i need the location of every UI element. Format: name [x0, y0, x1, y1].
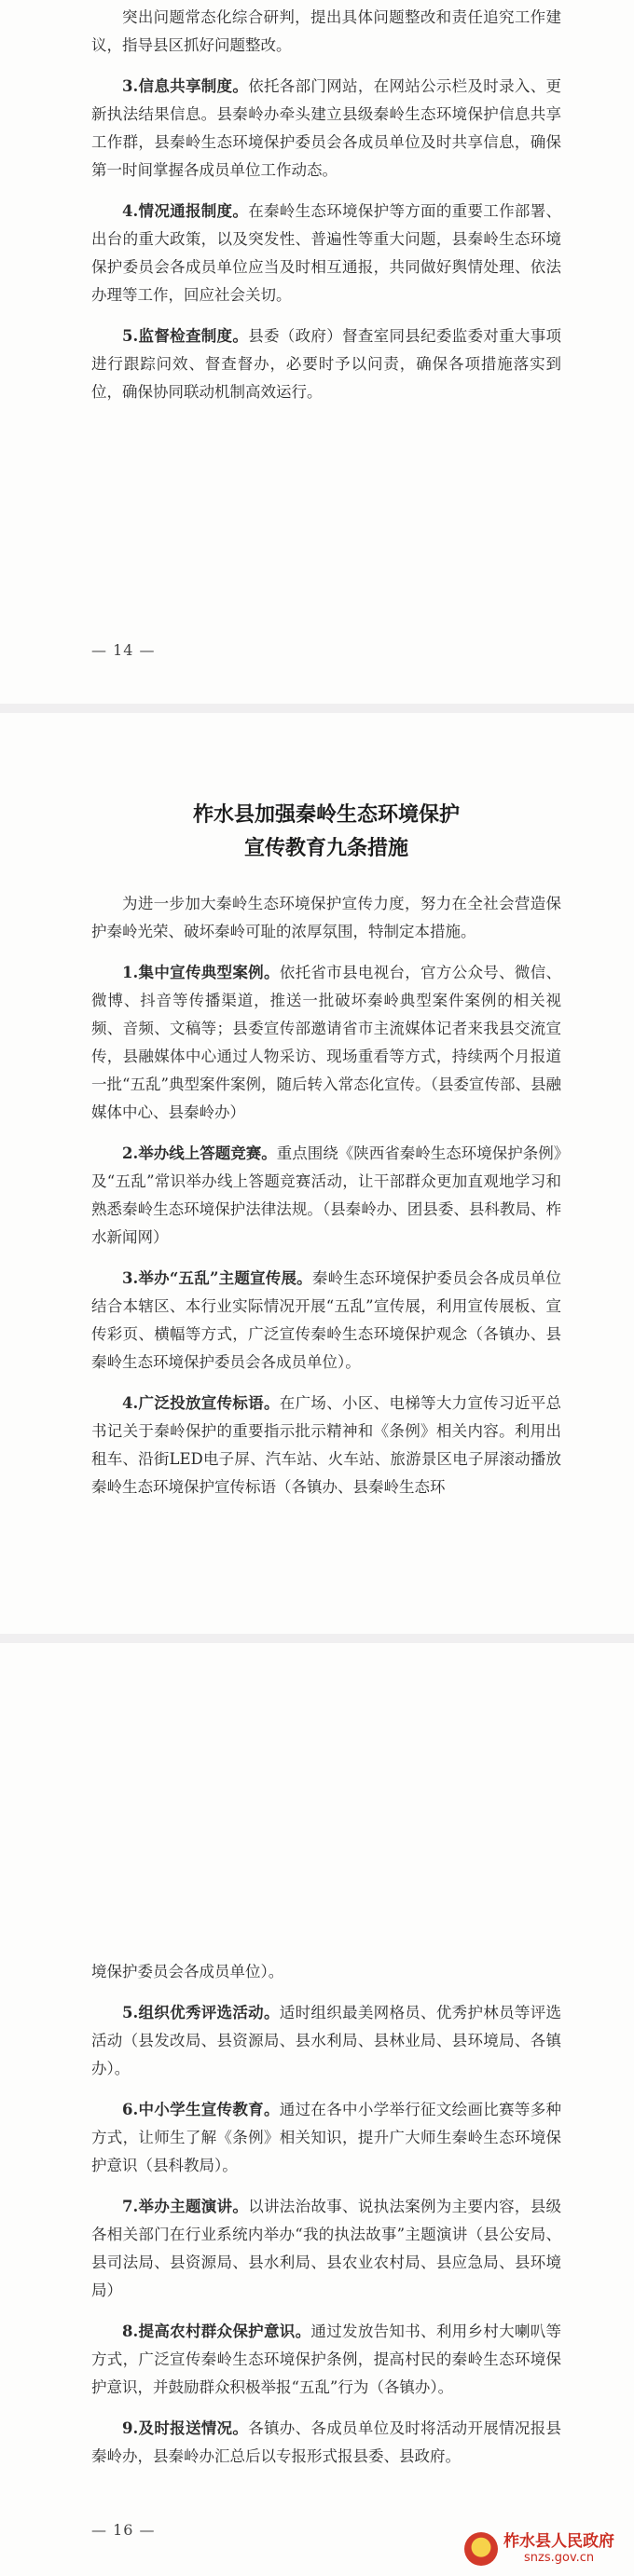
paragraph-text: 各镇办、各成员单位及时将活动开展情况报县秦岭办，县秦岭办汇总后以专报形式报县委、县政府。: [91, 2419, 562, 2465]
document-page-15: [0, 713, 634, 1634]
paragraph: [91, 1390, 561, 1501]
paragraph-lead: 9.及时报送情况。: [122, 2419, 249, 2437]
watermark-site-url: snzs.gov.cn: [524, 2551, 595, 2565]
paragraph: [91, 2193, 561, 2305]
paragraph-lead: 6.中小学生宣传教育。: [122, 2101, 280, 2118]
paragraph-text: 在广场、小区、电梯等大力宣传习近平总书记关于秦岭保护的重要指示批示精神和《条例》相关内容。利用出租车、沿街LED电子屏、汽车站、火车站、旅游景区电子屏滚动播放秦岭生态环境保护宣传标语（各镇办、县秦岭生态环: [91, 1394, 562, 1496]
paragraph-lead: 8.提高农村群众保护意识。: [122, 2323, 311, 2340]
paragraph-lead: 4.广泛投放宣传标语。: [122, 1394, 280, 1412]
page-number-14: — 14 —: [91, 641, 156, 659]
paragraph-text: 通过在各中小学举行征文绘画比赛等多种方式，让师生了解《条例》相关知识，提升广大师生秦岭生态环境保护意识（县科教局）。: [91, 2101, 562, 2174]
paragraph-text: 重点围绕《陕西省秦岭生态环境保护条例》及“五乱”常识举办线上答题竞赛活动，让干部群众更加直观地学习和熟悉秦岭生态环境保护法律法规。（县秦岭办、团县委、县科教局、柞水新闻网）: [91, 1144, 561, 1246]
paragraph-lead: 1.集中宣传典型案例。: [122, 964, 280, 981]
emblem-icon: [464, 2532, 498, 2566]
paragraph: [91, 2415, 561, 2471]
paragraph-lead: 5.监督检查制度。: [122, 327, 249, 345]
paragraph: [91, 322, 561, 406]
paragraph: [91, 2096, 561, 2180]
document-title-line-2: 宣传教育九条措施: [243, 837, 408, 860]
paragraph-text: 县委（政府）督查室同县纪委监委对重大事项进行跟踪问效、督查督办，必要时予以问责，确保各项措施落实到位，确保协同联动机制高效运行。: [91, 327, 562, 401]
page-14-body: [91, 0, 561, 406]
paragraph: [91, 1958, 561, 1986]
page-15-body: [91, 890, 561, 1501]
paragraph-text: 以讲法治故事、说执法案例为主要内容，县级各相关部门在行业系统内举办“我的执法故事”主题演讲（县公安局、县司法局、县资源局、县水利局、县农业农村局、县应急局、县环境局）: [91, 2198, 562, 2299]
paragraph: [91, 4, 561, 60]
paragraph: [91, 73, 561, 185]
paragraph: [91, 198, 561, 309]
paragraph: [91, 959, 561, 1127]
watermark-site-name: 柞水县人民政府: [503, 2532, 614, 2551]
paragraph-text: 适时组织最美网格员、优秀护林员等评选活动（县发改局、县资源局、县水利局、县林业局、县环境局、各镇办）。: [91, 2004, 562, 2077]
document-page-14: [0, 0, 634, 704]
paragraph: [91, 1140, 561, 1252]
document-title-line-1: 柞水县加强秦岭生态环境保护: [192, 803, 460, 827]
paragraph: [91, 1265, 561, 1377]
paragraph-text: 为进一步加大秦岭生态环境保护宣传力度，努力在全社会营造保护秦岭光荣、破坏秦岭可耻的浓厚氛围，特制定本措施。: [91, 895, 561, 940]
page-16-body: [91, 1958, 561, 2471]
document-page-16: [0, 1643, 634, 2576]
paragraph-lead: 2.举办线上答题竞赛。: [122, 1144, 277, 1162]
paragraph-lead: 7.举办主题演讲。: [122, 2198, 249, 2215]
site-watermark-logo: [464, 2529, 625, 2569]
paragraph-text: 秦岭生态环境保护委员会各成员单位结合本辖区、本行业实际情况开展“五乱”宣传展，利用宣传展板、宣传彩页、横幅等方式，广泛宣传秦岭生态环境保护观念（各镇办、县秦岭生态环境保护委员会各成员单位）。: [91, 1269, 561, 1371]
paragraph-lead: 3.举办“五乱”主题宣传展。: [122, 1269, 312, 1287]
paragraph-text: 境保护委员会各成员单位）。: [91, 1963, 284, 1980]
paragraph: [91, 890, 561, 946]
paragraph: [91, 1999, 561, 2083]
paragraph-text: 通过发放告知书、利用乡村大喇叭等方式，广泛宣传秦岭生态环境保护条例，提高村民的秦岭生态环境保护意识，并鼓励群众积极举报“五乱”行为（各镇办）。: [91, 2323, 561, 2396]
page-number-16: — 16 —: [91, 2521, 156, 2539]
paragraph: [91, 2318, 561, 2402]
paragraph-text: 依托省市县电视台，官方公众号、微信、微博、抖音等传播渠道，推送一批破坏秦岭典型案件案例的相关视频、音频、文稿等；县委宣传部邀请省市主流媒体记者来我县交流宣传，县融媒体中心通过人物采访、现场重看等方式，持续两个月报道一批“五乱”典型案件案例，随后转入常态化宣传。（县委宣传部、县融媒体中心、县秦岭办）: [91, 964, 562, 1121]
paragraph-text: 在秦岭生态环境保护等方面的重要工作部署、出台的重大政策，以及突发性、普遍性等重大问题，县秦岭生态环境保护委员会各成员单位应当及时相互通报，共同做好舆情处理、依法办理等工作，回应社会关切。: [91, 202, 562, 304]
paragraph-text: 依托各部门网站，在网站公示栏及时录入、更新执法结果信息。县秦岭办牵头建立县级秦岭生态环境保护信息共享工作群，县秦岭生态环境保护委员会各成员单位及时共享信息，确保第一时间掌握各成员单位工作动态。: [91, 77, 562, 179]
paragraph-lead: 3.信息共享制度。: [122, 77, 249, 95]
paragraph-text: 突出问题常态化综合研判，提出具体问题整改和责任追究工作建议，指导县区抓好问题整改。: [91, 8, 561, 54]
paragraph-lead: 5.组织优秀评选活动。: [122, 2004, 280, 2021]
paragraph-lead: 4.情况通报制度。: [122, 202, 249, 220]
